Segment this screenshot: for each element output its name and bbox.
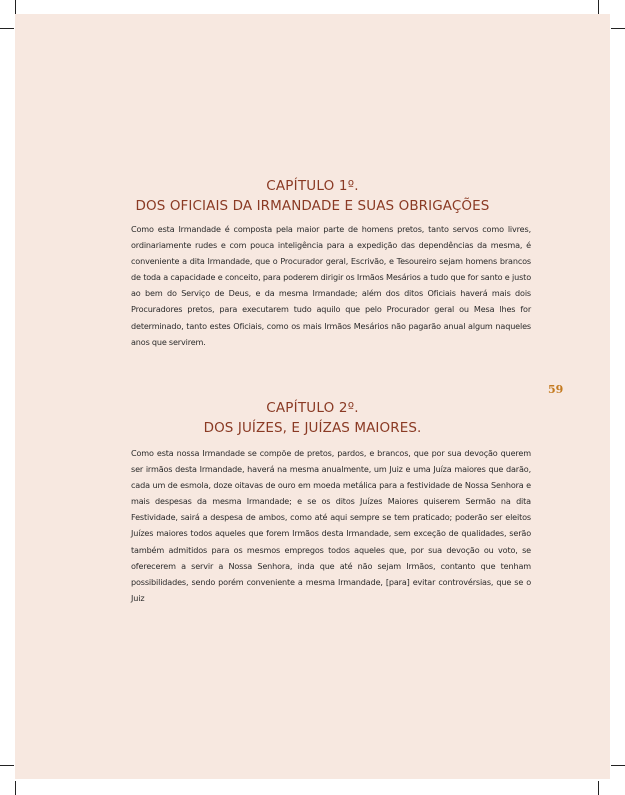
crop-mark (15, 0, 16, 14)
crop-mark (598, 781, 599, 795)
chapter-2-title: DOS JUÍZES, E JUÍZAS MAIORES. (203, 420, 422, 436)
chapter-2-paragraph: Como esta nossa Irmandade se compõe de pretos, pardos, e brancos, que por sua devoção querem ser irmãos desta Irmandade, haverá na mesma anualmente, um Juiz e uma Juíza maiores que darão, cada um de esmola, doze oitavas de ouro em moeda metálica para a festividade de Nossa Senhora e mais despesas da mesma Irmandade; e se os ditos Juízes Maiores quiserem Sermão na dita Festividade, sairá a despesa de ambos, como até aqui sempre se tem praticado; poderão ser eleitos Juízes maiores todos aqueles que forem Irmãos desta Irmandade, sem exceção de qualidades, serão também admitidos para os mesmos empregos todos aqueles que, por sua devoção ou voto, se oferecerem a servir a Nossa Senhora, inda que até não sejam Irmãos, contanto que tenham possibilidades, sendo porém conveniente a mesma Irmandade, [para] evitar controvérsias, que se o Juiz (131, 448, 531, 603)
crop-mark (0, 765, 14, 766)
crop-mark (611, 28, 625, 29)
crop-mark (598, 0, 599, 14)
chapter-1-heading (15, 177, 610, 216)
crop-mark (0, 28, 14, 29)
chapter-1-title: DOS OFICIAIS DA IRMANDADE E SUAS OBRIGAÇÕES (135, 198, 490, 214)
page-number: 59 (548, 383, 564, 396)
chapter-2-number: CAPÍTULO 2º. (266, 400, 359, 416)
document-page (15, 14, 610, 779)
chapter-2-heading (15, 399, 610, 438)
chapter-1-number: CAPÍTULO 1º. (266, 178, 359, 194)
crop-mark (611, 765, 625, 766)
crop-mark (15, 781, 16, 795)
chapter-1-paragraph: Como esta Irmandade é composta pela maior parte de homens pretos, tanto servos como livres, ordinariamente rudes e com pouca inteligência para a expedição das dependências da mesma, é conveniente a dita Irmandade, que o Procurador geral, Escrivão, e Tesoureiro sejam homens brancos de toda a capacidade e conceito, para poderem dirigir os Irmãos Mesários a tudo que for santo e justo ao bem do Serviço de Deus, e da mesma Irmandade; além dos ditos Oficiais haverá mais dois Procuradores pretos, para executarem tudo aquilo que pelo Procurador geral ou Mesa lhes for determinado, tanto estes Oficiais, como os mais Irmãos Mesários não pagarão anual algum naqueles anos que servirem. (131, 224, 531, 347)
